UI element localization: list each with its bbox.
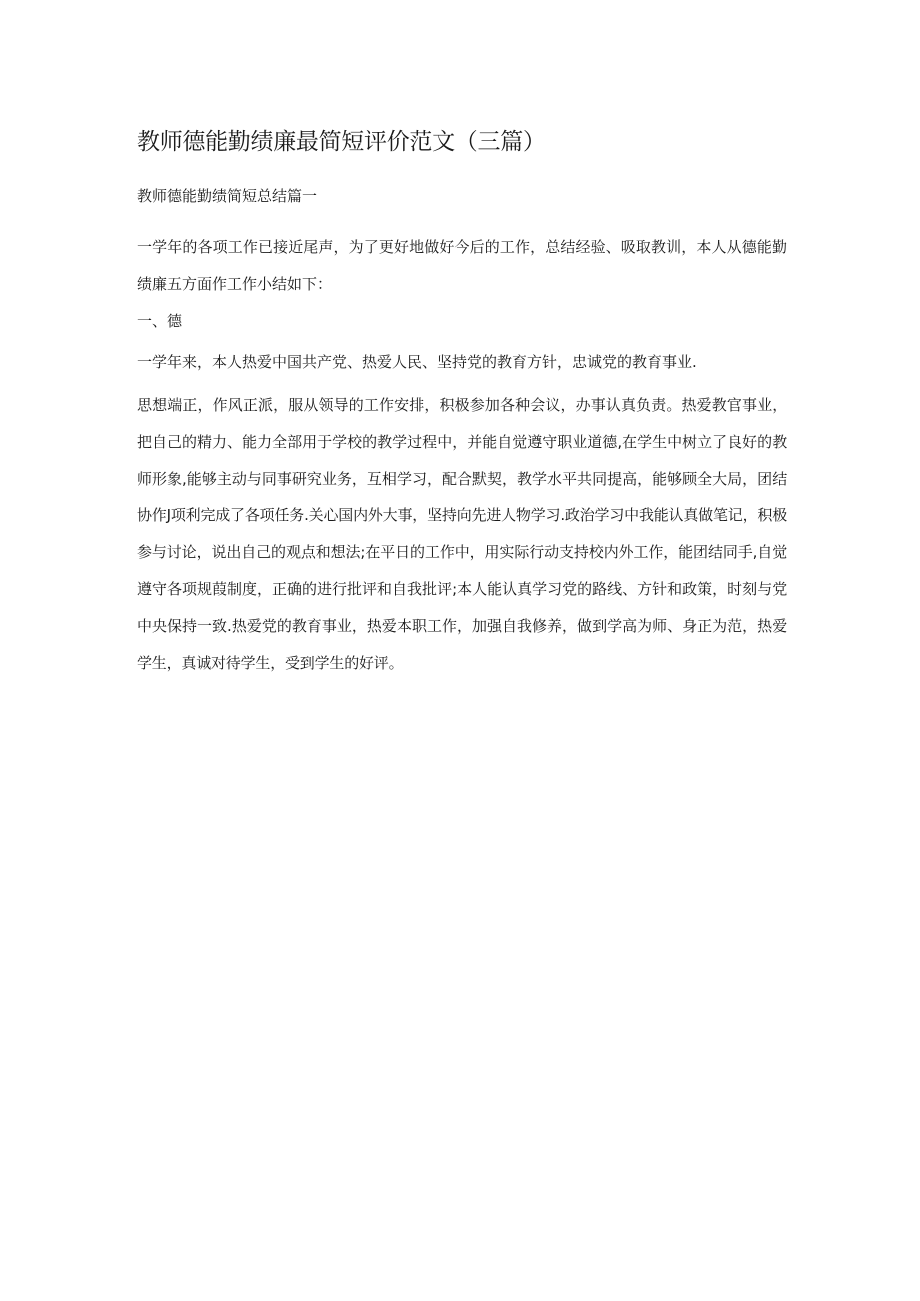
intro-paragraph: 一学年的各项工作已接近尾声，为了更好地做好今后的工作，总结经验、吸取教训，本人从德能勤绩廉五方面作工作小结如下：	[137, 238, 787, 293]
section-body-paragraph: 思想端正，作风正派，服从领导的工作安排，积极参加各种会议，办事认真负责。热爱教官事业，把自己的精力、能力全部用于学校的教学过程中，并能自觉遵守职业道德,在学生中树立了良好的教师形象,能够主动与同事研究业务，互相学习，配合默契，教学水平共同提高，能够顾全大局，团结协作J项利完成了各项任务.关心国内外大事，坚持向先进人物学习.政治学习中我能认真做笔记，积极参与讨论，说出自己的观点和想法;在平日的工作中，用实际行动支持校内外工作，能团结同手,自觉遵守各项规葭制度，正确的进行批评和自我批评;本人能认真学习党的路线、方针和政策，时刻与党中央保持一致.热爱党的教育事业，热爱本职工作，加强自我修养，做到学高为师、身正为范，热爱学生，真诚对待学生，受到学生的好评。	[137, 396, 787, 672]
document-subtitle: 教师德能勤绩简短总结篇一	[137, 187, 318, 205]
document-title: 教师德能勤绩廉最简短评价范文（三篇）	[137, 129, 546, 155]
section-heading: 一、德	[137, 312, 183, 330]
section-first-line: 一学年来，本人热爱中国共产党、热爱人民、坚持党的教育方针，忠诚党的教育事业.	[137, 353, 697, 371]
document-content	[137, 124, 787, 681]
